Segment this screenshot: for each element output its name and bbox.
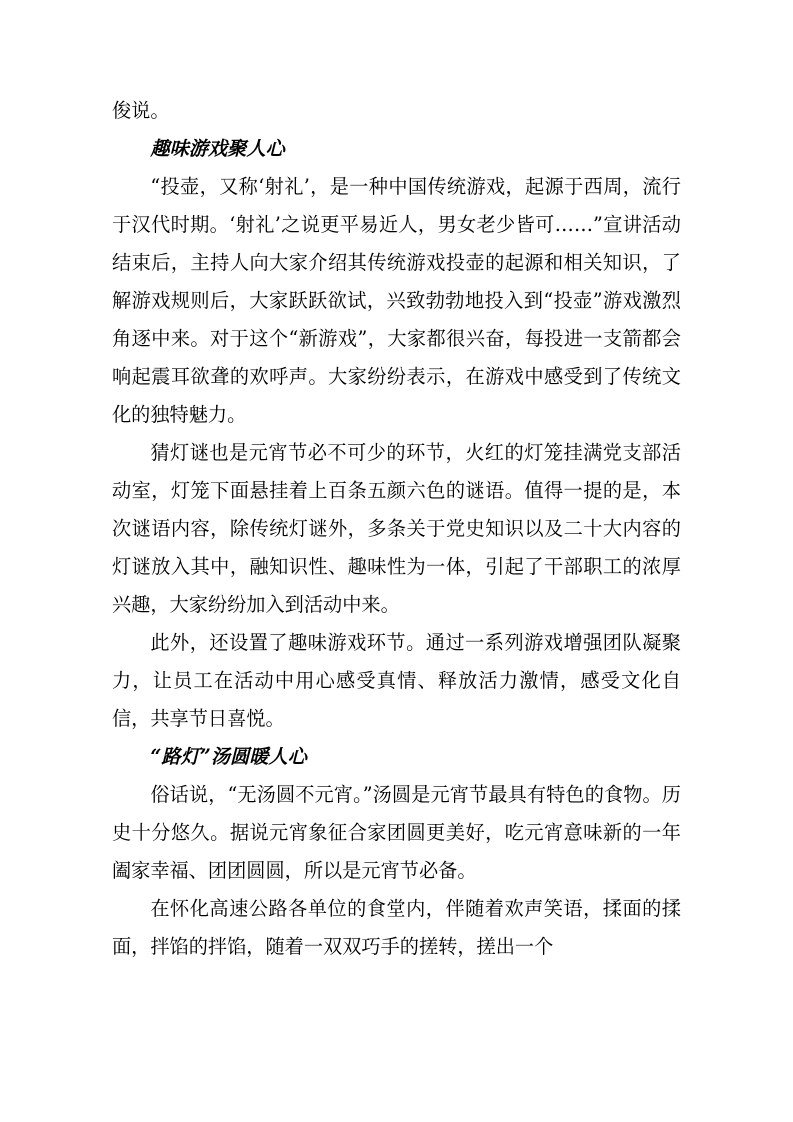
paragraph-lantern-riddles: 猜灯谜也是元宵节必不可少的环节，火红的灯笼挂满党支部活动室，灯笼下面悬挂着上百条五颜六色的谜语。值得一提的是，本次谜语内容，除传统灯谜外，多条关于党史知识以及二十大内容的灯谜放入其中，融知识性、趣味性为一体，引起了干部职工的浓厚兴趣，大家纷纷加入到活动中来。 xyxy=(112,441,681,616)
paragraph-tangyuan-intro: 俗话说，“无汤圆不元宵。”汤圆是元宵节最具有特色的食物。历史十分悠久。据说元宵象征合家团圆更美好，吃元宵意味新的一年阖家幸福、团团圆圆，所以是元宵节必备。 xyxy=(112,783,681,882)
paragraph-touhu: “投壶，又称‘射礼’，是一种中国传统游戏，起源于西周，流行于汉代时期。‘射礼’之说更平易近人，男女老少皆可……”宣讲活动结束后，主持人向大家介绍其传统游戏投壶的起源和相关知识，了解游戏规则后，大家跃跃欲试，兴致勃勃地投入到“投壶”游戏激烈角逐中来。对于这个“新游戏”，大家都很兴奋，每投进一支箭都会响起震耳欲聋的欢呼声。大家纷纷表示，在游戏中感受到了传统文化的独特魅力。 xyxy=(112,175,681,426)
section-heading-tangyuan: “路灯”汤圆暖人心 xyxy=(150,745,307,768)
paragraph-canteen: 在怀化高速公路各单位的食堂内，伴随着欢声笑语，揉面的揉面，拌馅的拌馅，随着一双双巧手的搓转，搓出一个 xyxy=(112,897,681,958)
section-heading-games: 趣味游戏聚人心 xyxy=(150,137,285,160)
document-body xyxy=(112,92,681,966)
paragraph-continuation: 俊说。 xyxy=(112,99,170,122)
paragraph-extra-games: 此外，还设置了趣味游戏环节。通过一系列游戏增强团队凝聚力，让员工在活动中用心感受真情、释放活力激情，感受文化自信，共享节日喜悦。 xyxy=(112,631,681,730)
